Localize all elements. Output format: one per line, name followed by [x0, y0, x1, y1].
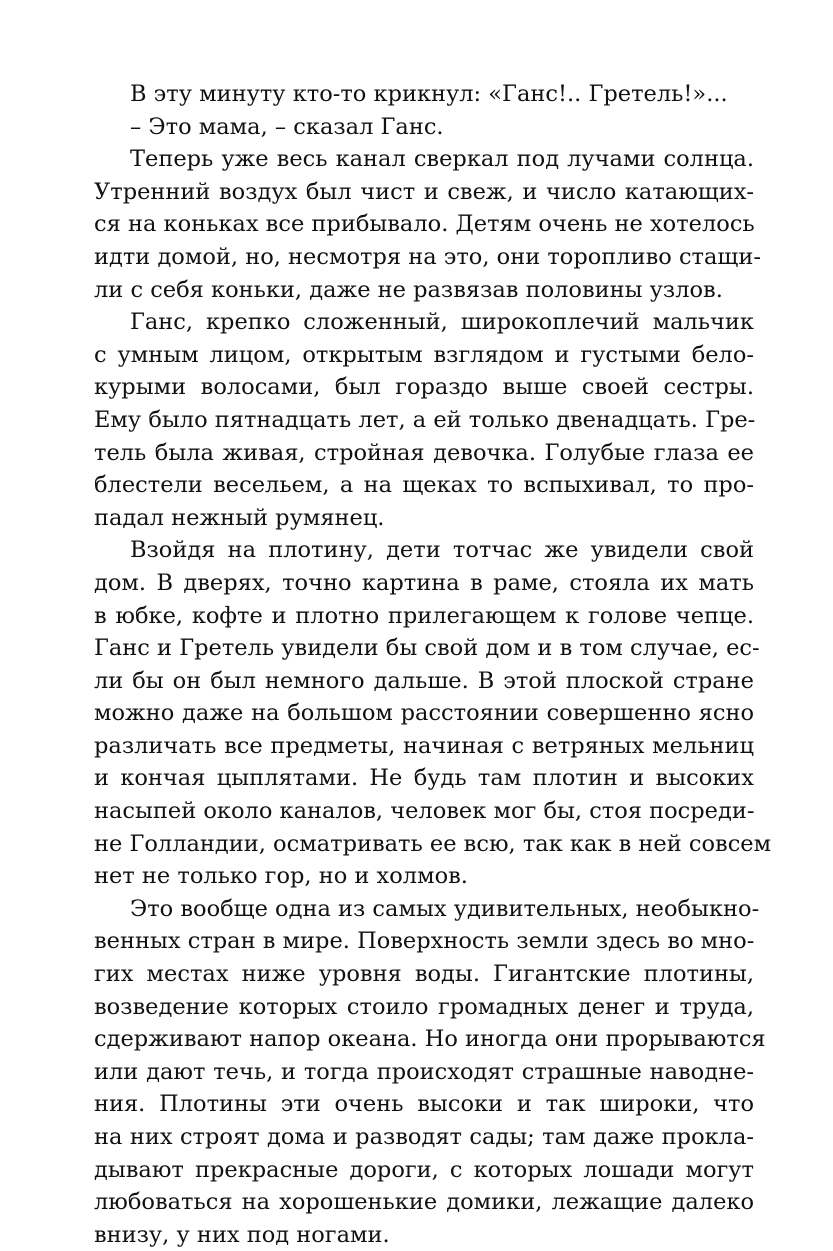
paragraph — [94, 111, 754, 144]
text-line: Это вообще одна из самых удивительных, необыкно- — [130, 895, 760, 922]
paragraph — [94, 306, 754, 534]
text-line: блестели весельем, а на щеках то вспыхивал, то про- — [94, 472, 754, 499]
text-line: и кончая цыплятами. Не будь там плотин и высоких — [94, 765, 754, 792]
text-line: или дают течь, и тогда происходят страшные наводне- — [94, 1058, 754, 1085]
text-line: Ганс, крепко сложенный, широкоплечий мальчик — [130, 309, 754, 336]
page-text — [94, 78, 772, 1251]
text-line: в юбке, кофте и плотно прилегающем к голове чепце. — [94, 602, 754, 629]
text-line: дывают прекрасные дороги, с которых лошади могут — [94, 1156, 754, 1183]
paragraph — [94, 143, 761, 306]
text-line: не Голландии, осматривать ее всю, так как в ней совсем — [94, 830, 772, 857]
paragraph — [94, 78, 754, 111]
text-line: с умным лицом, открытым взглядом и густыми бело- — [94, 341, 754, 368]
paragraph — [94, 893, 766, 1251]
text-line: насыпей около каналов, человек мог бы, стоя посреди- — [94, 798, 755, 825]
text-line: на них строят дома и разводят сады; там даже прокла- — [94, 1124, 754, 1150]
text-line: ли бы он был немного дальше. В этой плоской стране — [94, 667, 754, 694]
text-line: идти домой, но, несмотря на это, они торопливо стащи- — [94, 243, 761, 270]
text-line: Утренний воздух был чист и свеж, и число катающих- — [94, 178, 754, 205]
paragraph — [94, 534, 772, 893]
text-line: любоваться на хорошенькие домики, лежащие далеко — [94, 1189, 754, 1216]
text-line: тель была живая, стройная девочка. Голубые глаза ее — [94, 439, 754, 466]
text-line: можно даже на большом расстоянии совершенно ясно — [94, 700, 754, 727]
text-line: падал нежный румянец. — [94, 504, 385, 531]
text-line: сдерживают напор океана. Но иногда они прорываются — [94, 1026, 766, 1053]
text-line: Ганс и Гретель увидели бы свой дом и в том случае, ес- — [94, 635, 760, 662]
text-line: Ему было пятнадцать лет, а ей только двенадцать. Гре- — [94, 406, 756, 433]
text-line: – Это мама, – сказал Ганс. — [130, 113, 444, 140]
text-line: курыми волосами, был гораздо выше своей сестры. — [94, 374, 754, 401]
text-line: ся на коньках все прибывало. Детям очень не хотелось — [94, 211, 755, 238]
text-line: дом. В дверях, точно картина в раме, стояла их мать — [94, 569, 754, 596]
text-line: гих местах ниже уровня воды. Гигантские плотины, — [94, 961, 754, 988]
text-line: различать все предметы, начиная с ветряных мельниц — [94, 732, 754, 759]
text-line: внизу, у них под ногами. — [94, 1221, 390, 1248]
text-line: ли с себя коньки, даже не развязав половины узлов. — [94, 276, 723, 303]
text-line: возведение которых стоило громадных денег и труда, — [94, 993, 754, 1020]
text-line: нет не только гор, но и холмов. — [94, 863, 468, 890]
text-line: Взойдя на плотину, дети тотчас же увидели свой — [130, 537, 754, 564]
text-line: ния. Плотины эти очень высоки и так широки, что — [94, 1091, 754, 1118]
text-line: Теперь уже весь канал сверкал под лучами солнца. — [130, 146, 754, 173]
text-line: венных стран в мире. Поверхность земли здесь во мно- — [94, 928, 755, 955]
text-line: В эту минуту кто-то крикнул: «Ганс!.. Гретель!»... — [130, 81, 728, 107]
